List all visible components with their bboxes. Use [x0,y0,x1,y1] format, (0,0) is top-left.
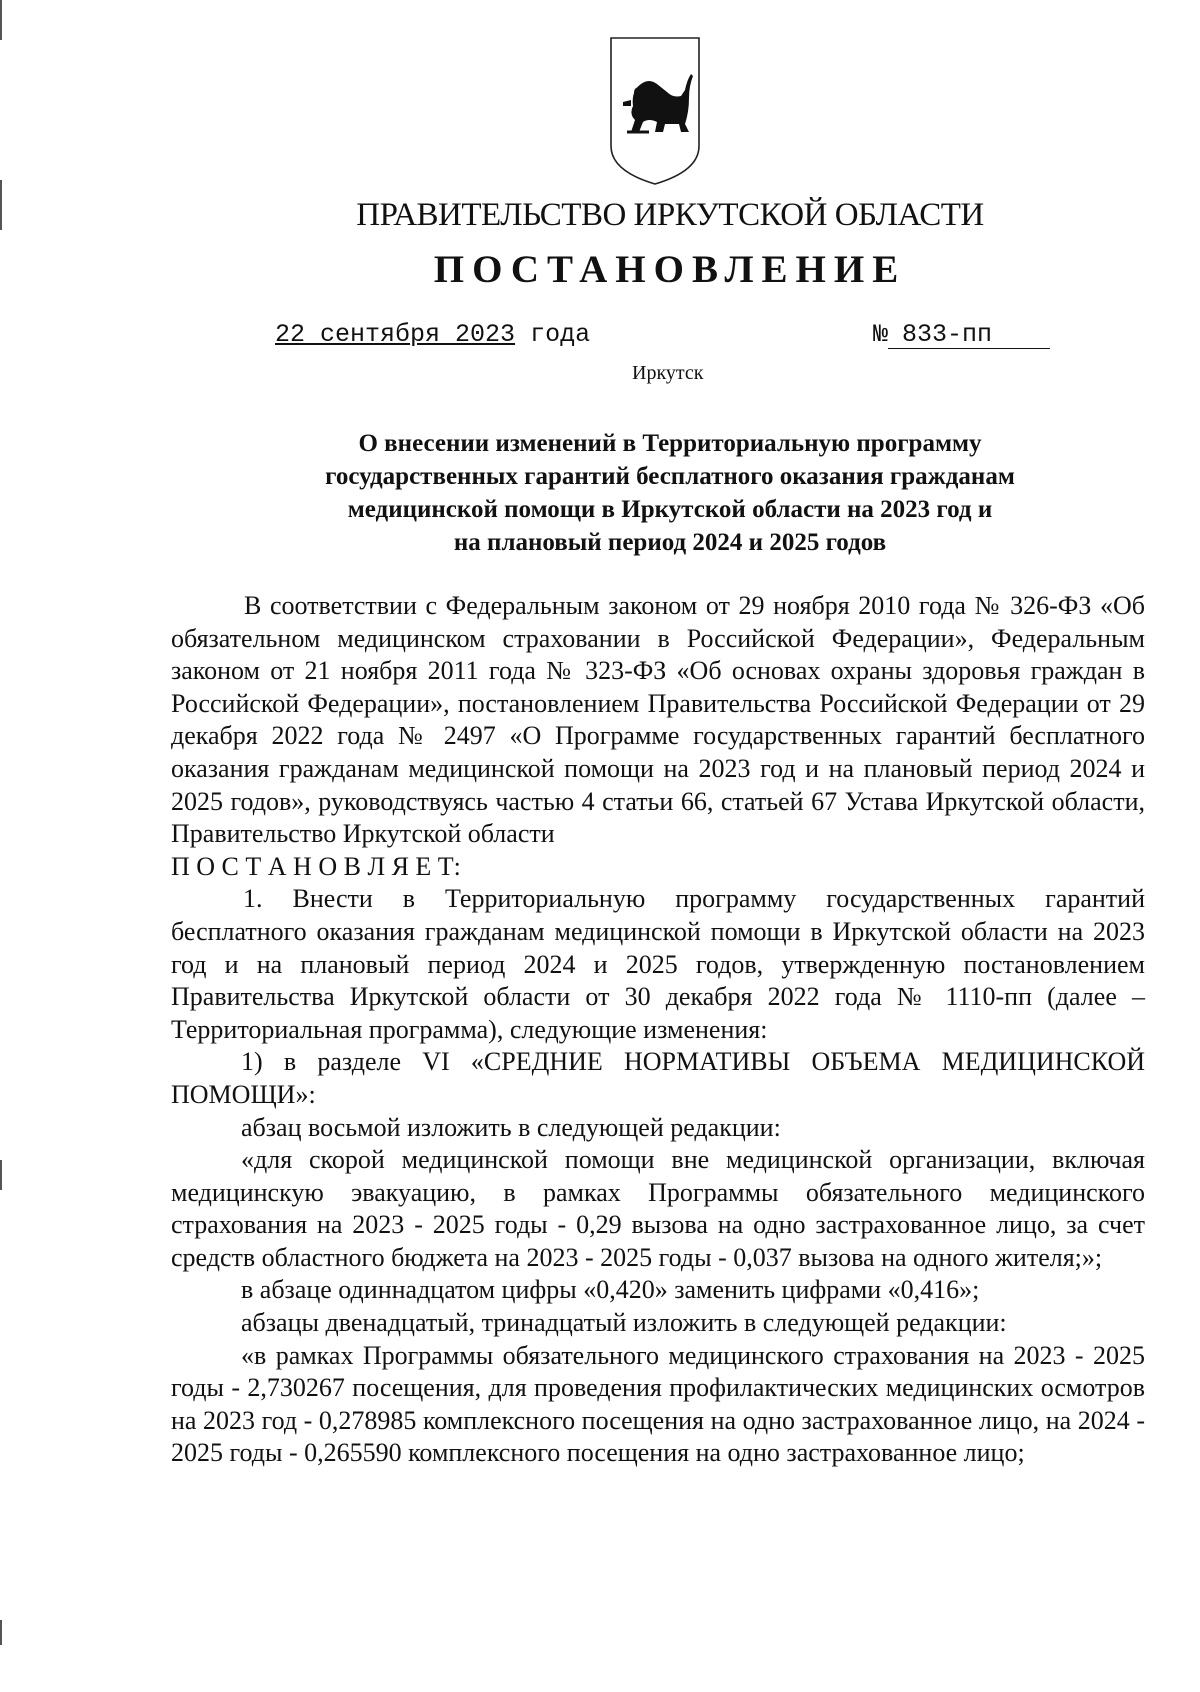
heading-line: О внесении изменений в Территориальную программу [358,430,982,457]
decree-number [873,320,1050,349]
paragraph: абзацы двенадцатый, тринадцатый изложить в следующей редакции: [241,1308,1007,1338]
preamble-paragraph: В соответствии с Федеральным законом от 29 ноября 2010 года № 326-ФЗ «Об обязательном медицинском страховании в Российской Федерации», Федеральным законом от 21 ноября 2011 года № 323-ФЗ «Об основах охраны здоровья граждан в Российской Федерации», постановлением Правительства Российской Федерации от 29 декабря 2022 года № 2497 «О Программе государственных гарантий бесплатного оказания гражданам медицинской помощи на 2023 год и на плановый период 2024 и 2025 годов», руководствуясь частью 4 статьи 66, статьей 67 Устава Иркутской области, Правительство Иркутской области [171,591,1145,849]
heading-line: государственных гарантий бесплатного оказания гражданам [325,463,1015,490]
subitem-1-paragraph: 1) в разделе VI «СРЕДНИЕ НОРМАТИВЫ ОБЪЕМА МЕДИЦИНСКОЙ ПОМОЩИ»: [171,1047,1145,1109]
document-body [171,590,1145,1470]
paragraph: абзац восьмой изложить в следующей редакции: [241,1112,781,1142]
date-suffix: года [530,320,591,349]
heading-line: медицинской помощи в Иркутской области на 2023 год и [347,496,993,523]
scan-edge-mark [0,0,2,40]
document-heading [200,427,1140,559]
paragraph: «для скорой медицинской помощи вне медицинской организации, включая медицинскую эвакуацию, в рамках Программы обязательного медицинского страхования на 2023 - 2025 годы - 0,29 вызова на одно застрахованное лицо, за счет средств областного бюджета на 2023 - 2025 годы - 0,037 вызова на одного жителя;»; [171,1145,1145,1272]
number-value: 833-пп [888,322,1050,349]
irkutsk-coat-of-arms-icon [609,36,701,186]
heading-line: на плановый период 2024 и 2025 годов [453,529,887,556]
paragraph: в абзаце одиннадцатом цифры «0,420» заменить цифрами «0,416»; [241,1275,980,1305]
resolves-line: П О С Т А Н О В Л Я Е Т: [171,851,461,881]
paragraph: «в рамках Программы обязательного медицинского страхования на 2023 - 2025 годы - 2,730267 посещения, для проведения профилактических медицинских осмотров на 2023 год - 0,278985 комплексного посещения на одно застрахованное лицо, на 2024 - 2025 годы - 0,265590 комплексного посещения на одно застрахованное лицо; [171,1340,1145,1468]
decree-date [275,320,590,349]
scan-edge-mark [0,1620,2,1645]
number-prefix: № [873,320,889,349]
scan-edge-mark [0,1160,2,1190]
decree-title: ПОСТАНОВЛЕНИЕ [433,248,907,291]
government-title: ПРАВИТЕЛЬСТВО ИРКУТСКОЙ ОБЛАСТИ [356,197,984,233]
city: Иркутск [632,362,704,384]
date-value: 22 сентября 2023 [275,320,516,349]
item-1-paragraph: 1. Внести в Территориальную программу государственных гарантий бесплатного оказания гражданам медицинской помощи в Иркутской области на 2023 год и на плановый период 2024 и 2025 годов, утвержденную постановлением Правительства Иркутской области от 30 декабря 2022 года № 1110-пп (далее – Территориальная программа), следующие изменения: [171,884,1145,1044]
